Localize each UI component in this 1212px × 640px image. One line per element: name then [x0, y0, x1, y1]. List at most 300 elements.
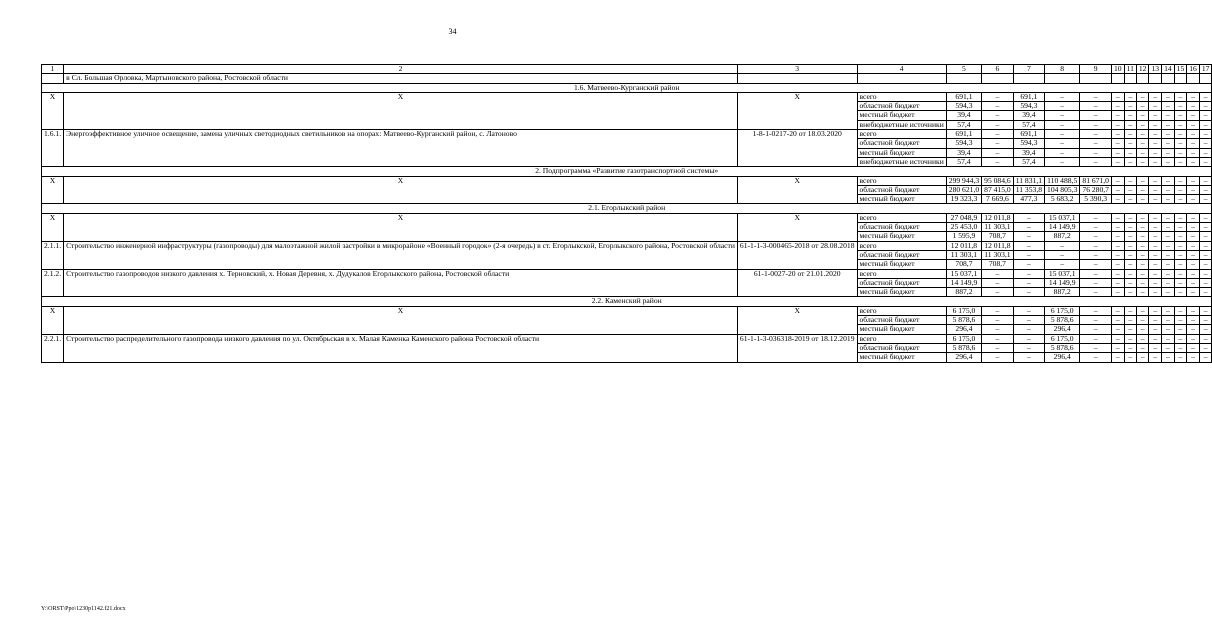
- value-cell: –: [1136, 223, 1149, 232]
- value-cell: –: [1199, 111, 1212, 120]
- value-cell: –: [1162, 176, 1175, 185]
- funding-source: областной бюджет: [857, 223, 946, 232]
- value-cell: –: [1187, 213, 1200, 222]
- value-cell: –: [982, 334, 1014, 343]
- value-cell: –: [1199, 325, 1212, 334]
- value-cell: –: [1199, 269, 1212, 278]
- item-number: 2.2.1.: [42, 334, 64, 362]
- value-cell: –: [1149, 185, 1162, 194]
- value-cell: –: [1111, 223, 1124, 232]
- table-cell: [1149, 74, 1162, 83]
- value-cell: 5 683,2: [1045, 195, 1080, 204]
- value-cell: –: [1045, 148, 1080, 157]
- value-cell: –: [1162, 288, 1175, 297]
- value-cell: –: [1136, 260, 1149, 269]
- value-cell: –: [982, 102, 1014, 111]
- value-cell: –: [1174, 241, 1187, 250]
- value-cell: 39,4: [1013, 111, 1044, 120]
- value-cell: –: [1045, 241, 1080, 250]
- value-cell: –: [1149, 176, 1162, 185]
- value-cell: 296,4: [946, 353, 981, 362]
- value-cell: –: [1124, 111, 1136, 120]
- value-cell: –: [1045, 92, 1080, 101]
- value-cell: 39,4: [946, 148, 981, 157]
- value-cell: –: [1136, 334, 1149, 343]
- value-cell: –: [1124, 278, 1136, 287]
- table-row: [42, 269, 1212, 278]
- value-cell: –: [1187, 269, 1200, 278]
- value-cell: –: [1149, 148, 1162, 157]
- table-cell: [1124, 74, 1136, 83]
- value-cell: –: [1149, 232, 1162, 241]
- value-cell: –: [1136, 213, 1149, 222]
- value-cell: –: [1136, 148, 1149, 157]
- value-cell: –: [1199, 232, 1212, 241]
- value-cell: –: [1199, 343, 1212, 352]
- value-cell: –: [1013, 316, 1044, 325]
- table-cell: [1045, 74, 1080, 83]
- value-cell: –: [1149, 213, 1162, 222]
- value-cell: –: [1111, 213, 1124, 222]
- item-number: 2.1.1.: [42, 241, 64, 269]
- column-number: 17: [1199, 65, 1212, 74]
- value-cell: –: [1136, 250, 1149, 259]
- value-cell: –: [982, 325, 1014, 334]
- value-cell: 594,3: [946, 102, 981, 111]
- value-cell: –: [1162, 223, 1175, 232]
- value-cell: –: [1199, 139, 1212, 148]
- value-cell: –: [1136, 102, 1149, 111]
- value-cell: –: [1124, 260, 1136, 269]
- column-number: 5: [946, 65, 981, 74]
- value-cell: –: [1187, 195, 1200, 204]
- item-name-continued: в Сл. Большая Орловка, Мартыновского района, Ростовской области: [64, 74, 738, 83]
- value-cell: –: [1162, 260, 1175, 269]
- funding-source: всего: [857, 176, 946, 185]
- funding-source: областной бюджет: [857, 102, 946, 111]
- value-cell: –: [1199, 334, 1212, 343]
- value-cell: –: [1174, 269, 1187, 278]
- summary-row: [42, 176, 1212, 185]
- item-number: 2.1.2.: [42, 269, 64, 297]
- value-cell: 25 453,0: [946, 223, 981, 232]
- value-cell: –: [1199, 278, 1212, 287]
- item-name: Строительство распределительного газопровода низкого давления по ул. Октябрьская в х. Малая Каменка Каменского района Ростовской области: [64, 334, 738, 362]
- value-cell: –: [1174, 176, 1187, 185]
- table-cell: [1199, 74, 1212, 83]
- footer-file-path: Y:\ORST\Ppo\1230p1142.f21.docx: [41, 606, 126, 612]
- value-cell: 39,4: [1013, 148, 1044, 157]
- value-cell: –: [1199, 92, 1212, 101]
- value-cell: –: [1111, 232, 1124, 241]
- funding-source: всего: [857, 92, 946, 101]
- value-cell: –: [1080, 288, 1112, 297]
- value-cell: –: [1124, 139, 1136, 148]
- value-cell: –: [1080, 223, 1112, 232]
- value-cell: 691,1: [946, 130, 981, 139]
- value-cell: 57,4: [946, 120, 981, 129]
- table-cell: [737, 74, 857, 83]
- value-cell: –: [1124, 250, 1136, 259]
- value-cell: –: [1162, 269, 1175, 278]
- value-cell: –: [982, 343, 1014, 352]
- value-cell: –: [1080, 232, 1112, 241]
- value-cell: –: [1111, 260, 1124, 269]
- value-cell: –: [1149, 120, 1162, 129]
- value-cell: –: [1080, 316, 1112, 325]
- value-cell: 280 621,0: [946, 185, 981, 194]
- value-cell: –: [982, 316, 1014, 325]
- value-cell: 57,4: [946, 157, 981, 166]
- table-cell: [1080, 74, 1112, 83]
- value-cell: 14 149,9: [946, 278, 981, 287]
- value-cell: –: [1111, 176, 1124, 185]
- value-cell: –: [1162, 250, 1175, 259]
- funding-source: внебюджетные источники: [857, 120, 946, 129]
- value-cell: –: [1124, 102, 1136, 111]
- value-cell: –: [1174, 102, 1187, 111]
- value-cell: –: [982, 120, 1014, 129]
- value-cell: 296,4: [1045, 325, 1080, 334]
- value-cell: –: [982, 148, 1014, 157]
- funding-source: местный бюджет: [857, 148, 946, 157]
- value-cell: –: [1124, 120, 1136, 129]
- value-cell: 87 415,0: [982, 185, 1014, 194]
- table-cell: [1136, 74, 1149, 83]
- value-cell: –: [1162, 139, 1175, 148]
- funding-source: областной бюджет: [857, 185, 946, 194]
- value-cell: 5 878,6: [946, 343, 981, 352]
- value-cell: –: [1111, 130, 1124, 139]
- value-cell: –: [1149, 250, 1162, 259]
- value-cell: –: [1080, 102, 1112, 111]
- funding-source: областной бюджет: [857, 278, 946, 287]
- value-cell: –: [1013, 260, 1044, 269]
- value-cell: –: [1149, 241, 1162, 250]
- value-cell: 691,1: [1013, 130, 1044, 139]
- value-cell: 11 303,1: [946, 250, 981, 259]
- value-cell: –: [1162, 130, 1175, 139]
- value-cell: –: [1162, 316, 1175, 325]
- value-cell: 11 303,1: [982, 250, 1014, 259]
- value-cell: –: [1199, 241, 1212, 250]
- funding-source: местный бюджет: [857, 325, 946, 334]
- value-cell: –: [1136, 278, 1149, 287]
- value-cell: –: [1199, 316, 1212, 325]
- value-cell: –: [1013, 250, 1044, 259]
- value-cell: –: [1174, 260, 1187, 269]
- value-cell: –: [1149, 334, 1162, 343]
- section-title: 1.6. Матвеево-Курганский район: [42, 83, 1212, 92]
- x-mark: Х: [737, 176, 857, 204]
- value-cell: –: [1187, 139, 1200, 148]
- funding-source: местный бюджет: [857, 260, 946, 269]
- section-title-row: [42, 297, 1212, 306]
- value-cell: –: [1162, 343, 1175, 352]
- value-cell: –: [1187, 111, 1200, 120]
- value-cell: –: [1149, 269, 1162, 278]
- funding-source: местный бюджет: [857, 195, 946, 204]
- value-cell: –: [1111, 316, 1124, 325]
- value-cell: –: [1149, 306, 1162, 315]
- summary-row: [42, 213, 1212, 222]
- funding-source: областной бюджет: [857, 250, 946, 259]
- summary-row: [42, 306, 1212, 315]
- value-cell: –: [1199, 250, 1212, 259]
- value-cell: –: [1174, 232, 1187, 241]
- value-cell: 11 831,1: [1013, 176, 1044, 185]
- value-cell: 887,2: [1045, 288, 1080, 297]
- value-cell: –: [1187, 353, 1200, 362]
- value-cell: –: [1080, 157, 1112, 166]
- value-cell: –: [1080, 139, 1112, 148]
- value-cell: –: [1111, 148, 1124, 157]
- funding-source: местный бюджет: [857, 288, 946, 297]
- item-name: Энергоэффективное уличное освещение, замена уличных светодиодных светильников на опорах: Матвеево-Курганский район, с. Латоново: [64, 130, 738, 167]
- value-cell: –: [1162, 334, 1175, 343]
- value-cell: –: [1187, 316, 1200, 325]
- value-cell: –: [1136, 195, 1149, 204]
- value-cell: –: [1174, 316, 1187, 325]
- value-cell: –: [1149, 223, 1162, 232]
- value-cell: –: [1149, 343, 1162, 352]
- value-cell: –: [1124, 232, 1136, 241]
- value-cell: 5 878,6: [946, 316, 981, 325]
- table-row: [42, 241, 1212, 250]
- value-cell: –: [1149, 260, 1162, 269]
- table-cell: [1162, 74, 1175, 83]
- value-cell: –: [1136, 269, 1149, 278]
- item-name: Строительство газопроводов низкого давления х. Терновский, х. Новая Деревня, х. Дудукалов Егорлыкского района, Ростовской области: [64, 269, 738, 297]
- value-cell: –: [1149, 157, 1162, 166]
- value-cell: –: [1045, 260, 1080, 269]
- value-cell: –: [1111, 269, 1124, 278]
- value-cell: 887,2: [1045, 232, 1080, 241]
- value-cell: –: [1149, 316, 1162, 325]
- value-cell: –: [1111, 325, 1124, 334]
- value-cell: 691,1: [946, 92, 981, 101]
- value-cell: –: [1149, 278, 1162, 287]
- value-cell: –: [1187, 120, 1200, 129]
- value-cell: –: [1124, 148, 1136, 157]
- value-cell: –: [1045, 157, 1080, 166]
- funding-source: областной бюджет: [857, 139, 946, 148]
- value-cell: 6 175,0: [1045, 334, 1080, 343]
- funding-source: местный бюджет: [857, 353, 946, 362]
- value-cell: –: [1111, 241, 1124, 250]
- value-cell: –: [1199, 260, 1212, 269]
- x-mark: Х: [64, 92, 738, 129]
- value-cell: 296,4: [1045, 353, 1080, 362]
- value-cell: 12 011,8: [982, 241, 1014, 250]
- column-number: 10: [1111, 65, 1124, 74]
- value-cell: –: [1080, 250, 1112, 259]
- budget-table: [41, 64, 1212, 363]
- value-cell: –: [1124, 157, 1136, 166]
- value-cell: –: [1199, 176, 1212, 185]
- value-cell: –: [1174, 250, 1187, 259]
- section-title-row: [42, 204, 1212, 213]
- value-cell: –: [1124, 306, 1136, 315]
- value-cell: –: [1162, 120, 1175, 129]
- value-cell: –: [1187, 241, 1200, 250]
- funding-source: местный бюджет: [857, 232, 946, 241]
- value-cell: –: [1013, 213, 1044, 222]
- value-cell: –: [1080, 148, 1112, 157]
- value-cell: –: [1199, 223, 1212, 232]
- value-cell: –: [982, 353, 1014, 362]
- value-cell: –: [1111, 250, 1124, 259]
- value-cell: –: [1199, 102, 1212, 111]
- value-cell: –: [1162, 241, 1175, 250]
- funding-source: областной бюджет: [857, 316, 946, 325]
- value-cell: –: [1080, 325, 1112, 334]
- value-cell: –: [1162, 185, 1175, 194]
- value-cell: –: [1149, 353, 1162, 362]
- value-cell: –: [1080, 213, 1112, 222]
- value-cell: –: [1162, 325, 1175, 334]
- value-cell: –: [1124, 176, 1136, 185]
- funding-source: всего: [857, 306, 946, 315]
- value-cell: –: [1124, 288, 1136, 297]
- value-cell: 19 323,3: [946, 195, 981, 204]
- item-number: 1.6.1.: [42, 130, 64, 167]
- value-cell: –: [1013, 232, 1044, 241]
- value-cell: –: [1162, 195, 1175, 204]
- value-cell: –: [1174, 148, 1187, 157]
- section-title: 2.2. Каменский район: [42, 297, 1212, 306]
- item-name: Строительство инженерной инфраструктуры (газопроводы) для малоэтажной жилой застройки в микрорайоне «Военный городок» (2-я очередь) в ст. Егорлыкской, Егорлыкского района, Ростовской области: [64, 241, 738, 269]
- value-cell: –: [1187, 288, 1200, 297]
- value-cell: –: [1111, 157, 1124, 166]
- value-cell: –: [1199, 148, 1212, 157]
- value-cell: –: [1149, 111, 1162, 120]
- value-cell: –: [1111, 195, 1124, 204]
- value-cell: 5 390,3: [1080, 195, 1112, 204]
- value-cell: –: [1013, 325, 1044, 334]
- value-cell: –: [1162, 353, 1175, 362]
- value-cell: –: [1080, 241, 1112, 250]
- value-cell: –: [982, 92, 1014, 101]
- value-cell: 477,3: [1013, 195, 1044, 204]
- table-cell: [1174, 74, 1187, 83]
- value-cell: –: [1187, 176, 1200, 185]
- value-cell: –: [1149, 139, 1162, 148]
- value-cell: –: [1111, 102, 1124, 111]
- value-cell: –: [982, 269, 1014, 278]
- value-cell: –: [982, 288, 1014, 297]
- value-cell: 12 011,8: [946, 241, 981, 250]
- value-cell: –: [1174, 278, 1187, 287]
- value-cell: –: [1174, 288, 1187, 297]
- value-cell: 594,3: [946, 139, 981, 148]
- value-cell: –: [1162, 102, 1175, 111]
- table-cell: [1013, 74, 1044, 83]
- value-cell: –: [1136, 343, 1149, 352]
- value-cell: –: [1187, 278, 1200, 287]
- value-cell: –: [1174, 334, 1187, 343]
- value-cell: 11 353,8: [1013, 185, 1044, 194]
- value-cell: –: [1124, 130, 1136, 139]
- value-cell: –: [1080, 92, 1112, 101]
- value-cell: –: [1199, 288, 1212, 297]
- value-cell: 39,4: [946, 111, 981, 120]
- value-cell: –: [1080, 353, 1112, 362]
- value-cell: 57,4: [1013, 157, 1044, 166]
- value-cell: –: [1124, 213, 1136, 222]
- funding-source: местный бюджет: [857, 111, 946, 120]
- value-cell: 15 037,1: [1045, 213, 1080, 222]
- value-cell: –: [1199, 157, 1212, 166]
- value-cell: –: [1111, 288, 1124, 297]
- column-number: 9: [1080, 65, 1112, 74]
- value-cell: 6 175,0: [1045, 306, 1080, 315]
- value-cell: –: [1124, 269, 1136, 278]
- table-cell: [1187, 74, 1200, 83]
- funding-source: всего: [857, 213, 946, 222]
- column-number: 2: [64, 65, 738, 74]
- value-cell: –: [1013, 278, 1044, 287]
- value-cell: 594,3: [1013, 139, 1044, 148]
- value-cell: –: [1174, 130, 1187, 139]
- value-cell: –: [1124, 223, 1136, 232]
- value-cell: –: [1136, 353, 1149, 362]
- value-cell: –: [1136, 176, 1149, 185]
- value-cell: –: [1174, 120, 1187, 129]
- value-cell: 708,7: [946, 260, 981, 269]
- value-cell: –: [1162, 92, 1175, 101]
- section-title: 2. Подпрограмма «Развитие газотранспортной системы»: [42, 167, 1212, 176]
- x-mark: Х: [42, 306, 64, 334]
- value-cell: 1 595,9: [946, 232, 981, 241]
- value-cell: –: [1080, 278, 1112, 287]
- column-number: 8: [1045, 65, 1080, 74]
- value-cell: –: [1045, 139, 1080, 148]
- value-cell: –: [1187, 325, 1200, 334]
- x-mark: Х: [42, 213, 64, 241]
- value-cell: 296,4: [946, 325, 981, 334]
- value-cell: –: [1149, 102, 1162, 111]
- item-document: 61-1-0027-20 от 21.01.2020: [737, 269, 857, 297]
- x-mark: Х: [737, 92, 857, 129]
- table-cell: [42, 74, 64, 83]
- value-cell: –: [1136, 185, 1149, 194]
- value-cell: –: [1199, 195, 1212, 204]
- value-cell: –: [1124, 353, 1136, 362]
- value-cell: –: [1013, 343, 1044, 352]
- value-cell: –: [1013, 334, 1044, 343]
- value-cell: –: [1187, 250, 1200, 259]
- value-cell: 6 175,0: [946, 334, 981, 343]
- value-cell: –: [1111, 139, 1124, 148]
- value-cell: –: [982, 139, 1014, 148]
- value-cell: –: [1187, 343, 1200, 352]
- value-cell: –: [1187, 102, 1200, 111]
- value-cell: –: [1174, 185, 1187, 194]
- value-cell: –: [1162, 148, 1175, 157]
- funding-source: всего: [857, 241, 946, 250]
- value-cell: –: [1136, 157, 1149, 166]
- value-cell: –: [1013, 269, 1044, 278]
- value-cell: –: [1187, 232, 1200, 241]
- item-document: 61-1-1-3-036318-2019 от 18.12.2019: [737, 334, 857, 362]
- value-cell: –: [1111, 120, 1124, 129]
- value-cell: 57,4: [1013, 120, 1044, 129]
- value-cell: 11 303,1: [982, 223, 1014, 232]
- continuation-row: [42, 74, 1212, 83]
- value-cell: –: [1013, 353, 1044, 362]
- value-cell: –: [1187, 130, 1200, 139]
